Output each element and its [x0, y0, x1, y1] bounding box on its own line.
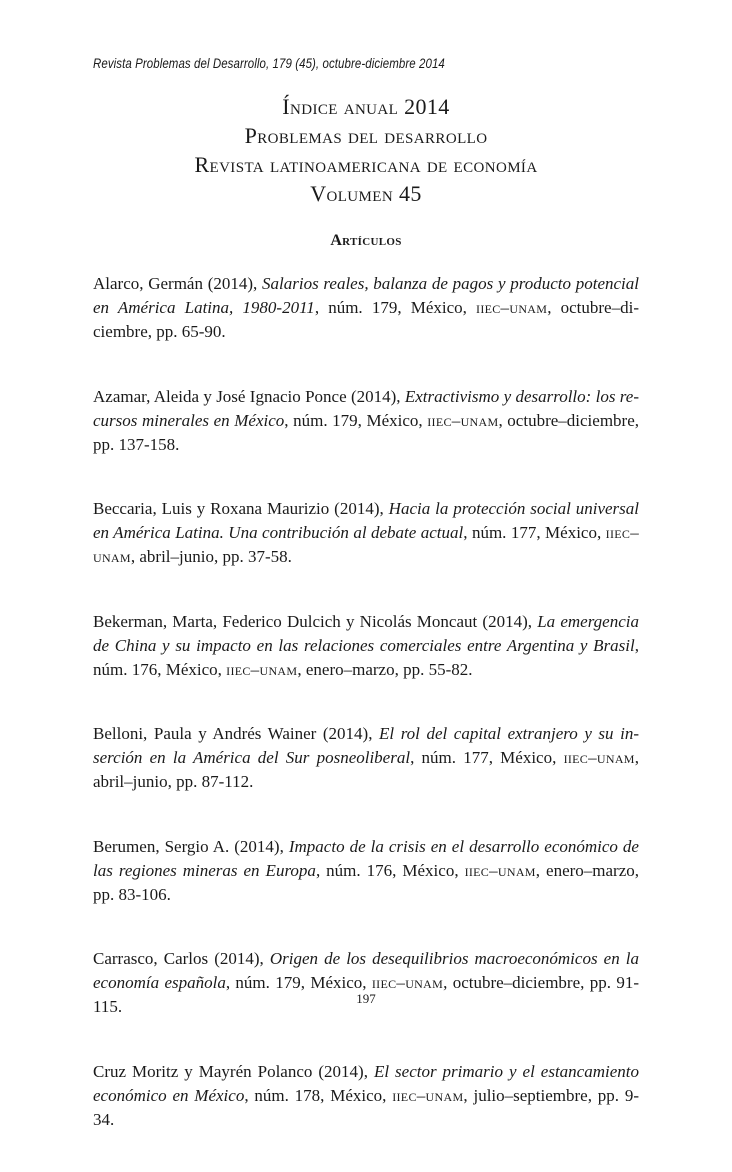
section-heading: Artículos [330, 232, 402, 249]
entry-period: , abril–junio, pp. 37-58. [130, 547, 292, 566]
entry-title: Origen de los desequilibrios macroeconómicos en la economía española [93, 949, 639, 992]
title-line-index: Índice anual 2014 [282, 94, 450, 119]
entry-title: Hacia la protección social universal en América Latina. Una contribución al debate actual [93, 499, 639, 542]
running-header: Revista Problemas del Desarrollo, 179 (45), octubre-diciembre 2014 [93, 55, 445, 71]
entry-issue: , núm. 179, México, [314, 298, 477, 317]
entry-title: El rol del capital extranjero y su inserción en la América del Sur posneoliberal [93, 724, 639, 767]
entry [93, 947, 639, 1019]
entry-publisher: iiec–unam [476, 298, 548, 317]
entry-publisher: iiec–unam [371, 973, 444, 992]
entry-publisher: iiec–unam [563, 748, 635, 767]
title-line-subtitle: Revista latinoamericana de economía [194, 152, 538, 177]
entry-period: , abril–junio, pp. 87-112. [93, 748, 640, 791]
entry [93, 1060, 639, 1132]
entry-title: La emergencia de China y su impacto en las relaciones comerciales entre Argentina y Brasil [93, 611, 639, 655]
entry [93, 385, 639, 457]
entry-publisher: iiec–unam [93, 523, 639, 566]
entry-title: Salarios reales, balanza de pagos y producto potencial en América Latina, 1980-2011 [93, 274, 640, 317]
entry-authors: Azamar, Aleida y José Ignacio Ponce (2014), [93, 386, 405, 406]
entry-issue: , núm. 177, México, [463, 523, 606, 542]
entry-issue: , núm. 178, México, [244, 1085, 393, 1105]
entry-authors: Bekerman, Marta, Federico Dulcich y Nicolás Moncaut (2014), [93, 611, 538, 631]
entry-authors: Beccaria, Luis y Roxana Maurizio (2014), [93, 499, 389, 518]
entry-publisher: iiec–unam [464, 860, 536, 880]
entry-period: , octubre–diciembre, pp. 91-115. [93, 973, 639, 1016]
entry-issue: , núm. 179, México, [284, 410, 428, 430]
entry-period: , octubre–diciembre, pp. 137-158. [93, 410, 639, 454]
entry-period: , julio–septiembre, pp. 9-34. [93, 1085, 640, 1129]
entry-publisher: iiec–unam [392, 1085, 464, 1105]
page-number: 197 [356, 991, 376, 1006]
entry-authors: Berumen, Sergio A. (2014), [93, 836, 289, 856]
entry-period: , enero–marzo, pp. 83-106. [93, 860, 640, 904]
entry-issue: , núm. 179, México, [225, 973, 372, 992]
entry [93, 835, 639, 907]
entry [93, 272, 639, 344]
entry-issue: , núm. 177, México, [410, 748, 564, 767]
entry-publisher: iiec–unam [226, 659, 298, 679]
entry [93, 722, 639, 794]
entry-authors: Belloni, Paula y Andrés Wainer (2014), [93, 724, 380, 743]
entry-title: Extractivismo y desarrollo: los recursos minerales en México [93, 386, 639, 430]
entry-authors: Carrasco, Carlos (2014), [93, 949, 270, 968]
entry-period: , enero–marzo, pp. 55-82. [297, 659, 473, 679]
entry-authors: Cruz Moritz y Mayrén Polanco (2014), [93, 1061, 374, 1081]
title-line-journal: Problemas del desarrollo [244, 123, 488, 148]
entry-publisher: iiec–unam [427, 410, 499, 430]
title-line-volume: Volumen 45 [310, 181, 422, 206]
entry-period: , octubre–diciembre, pp. 65-90. [93, 298, 639, 341]
entry [93, 610, 639, 682]
entry [93, 497, 639, 569]
entry-title: Impacto de la crisis en el desarrollo económico de las regiones mineras en Europa [93, 836, 639, 880]
entry-authors: Alarco, Germán (2014), [93, 274, 263, 293]
entry-issue: , núm. 176, México, [93, 635, 639, 679]
title-block [0, 92, 732, 208]
entries-list [93, 272, 639, 1172]
entry-title: El sector primario y el estancamiento económico en México [93, 1061, 639, 1105]
entry-issue: , núm. 176, México, [315, 860, 465, 880]
